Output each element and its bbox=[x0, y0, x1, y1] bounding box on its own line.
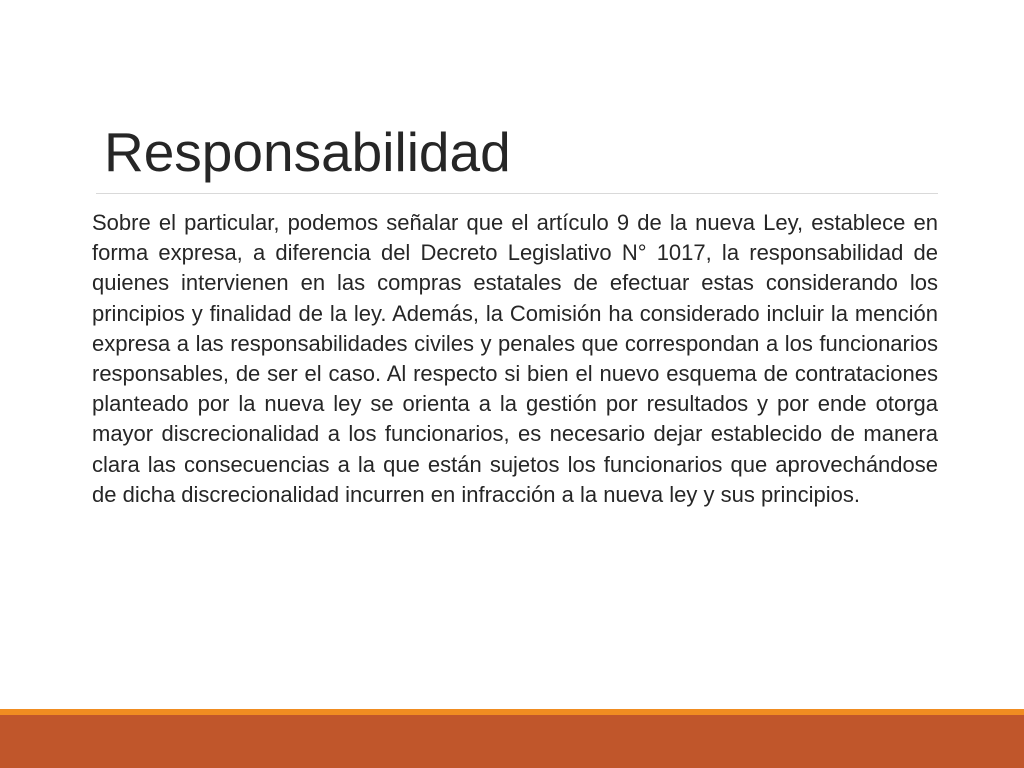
slide-body-text: Sobre el particular, podemos señalar que el artículo 9 de la nueva Ley, establece en forma expresa, a diferencia del Decreto Legislativo N° 1017, la responsabilidad de quienes intervienen en las compras estatales de efectuar estas considerando los principios y finalidad de la ley. Además, la Comisión ha considerado incluir la mención expresa a las responsabilidades civiles y penales que correspondan a los funcionarios responsables, de ser el caso. Al respecto si bien el nuevo esquema de contrataciones planteado por la nueva ley se orienta a la gestión por resultados y por ende otorga mayor discrecionalidad a los funcionarios, es necesario dejar establecido de manera clara las consecuencias a la que están sujetos los funcionarios que aprovechándose de dicha discrecionalidad incurren en infracción a la nueva ley y sus principios. bbox=[92, 210, 938, 507]
title-divider bbox=[96, 193, 938, 194]
footer-accent-band bbox=[0, 715, 1024, 768]
slide-title: Responsabilidad bbox=[104, 121, 511, 183]
